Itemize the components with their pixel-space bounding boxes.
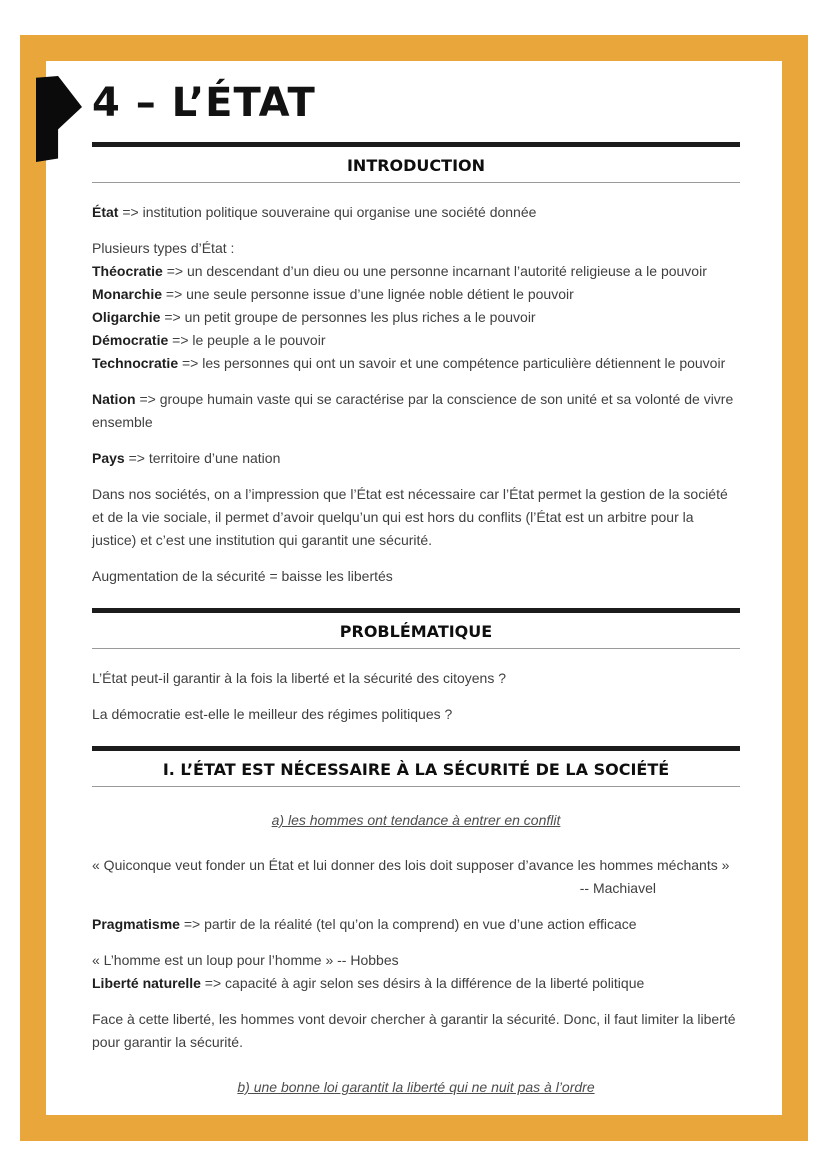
divider-thick [92,746,740,751]
definition-pays [92,447,740,470]
definition-pragmatisme [92,913,740,936]
term-nation: Nation [92,391,136,407]
quote-machiavel-attribution: -- Machiavel [579,880,656,896]
term-theocratie: Théocratie [92,263,163,279]
paragraph-society: Dans nos sociétés, on a l’impression que l’État est nécessaire car l’État permet la gestion de la société et de la vie sociale, il permet d’avoir quelqu’un qui est hors du conflits (l’État est un arbitre pour la justice) et c’est une institution qui garantit une sécurité. [92,486,728,548]
definition-liberte-naturelle-text: => capacité à agir selon ses désirs à la différence de la liberté politique [200,975,645,991]
definition-pragmatisme-text: => partir de la réalité (tel qu’on la comprend) en vue d’une action efficace [179,916,637,932]
quote-machiavel-block [92,854,740,900]
term-liberte-naturelle: Liberté naturelle [92,975,201,991]
type-democratie [92,329,740,352]
question-democratie: La démocratie est-elle le meilleur des régimes politiques ? [92,706,453,722]
divider-thin [92,786,740,787]
paragraph-face-liberte: Face à cette liberté, les hommes vont devoir chercher à garantir la sécurité. Donc, il faut limiter la liberté pour garantir la sécurité. [92,1011,736,1050]
section-part1-header [92,746,740,787]
section-heading-introduction: INTRODUCTION [346,156,486,175]
quote-hobbes-block [92,949,740,995]
section-problematique-header [92,608,740,649]
term-monarchie: Monarchie [92,286,163,302]
subsection-a-heading: a) les hommes ont tendance à entrer en conflit [271,812,561,828]
term-pays: Pays [92,450,125,466]
part1-body [92,809,740,1099]
types-of-state-block [92,237,740,375]
definition-etat-text: => institution politique souveraine qui organise une société donnée [118,204,537,220]
page-title: 4 – L’ÉTAT [92,80,316,126]
type-technocratie-text: => les personnes qui ont un savoir et une compétence particulière détiennent le pouvoir [178,355,726,371]
term-technocratie: Technocratie [92,355,179,371]
term-pragmatisme: Pragmatisme [92,916,180,932]
document-content [92,78,740,1121]
type-oligarchie [92,306,740,329]
type-monarchie-text: => une seule personne issue d’une lignée noble détient le pouvoir [162,286,574,302]
definition-nation-text: => groupe humain vaste qui se caractérise par la conscience de son unité et sa volonté de vivre ensemble [92,391,734,430]
paragraph-security: Augmentation de la sécurité = baisse les libertés [92,568,393,584]
subsection-b-heading: b) une bonne loi garantit la liberté qui ne nuit pas à l’ordre [237,1079,595,1095]
question-liberte-securite: L’État peut-il garantir à la fois la liberté et la sécurité des citoyens ? [92,670,506,686]
type-theocratie-text: => un descendant d’un dieu ou une personne incarnant l’autorité religieuse a le pouvoir [162,263,707,279]
section-introduction-header [92,142,740,183]
divider-thick [92,608,740,613]
term-etat: État [92,204,119,220]
quote-hobbes: « L’homme est un loup pour l’homme » -- Hobbes [92,952,399,968]
introduction-body [92,201,740,588]
type-oligarchie-text: => un petit groupe de personnes les plus riches a le pouvoir [160,309,536,325]
definition-pays-text: => territoire d’une nation [124,450,281,466]
type-theocratie [92,260,740,283]
definition-nation [92,388,740,434]
problematique-body [92,667,740,726]
type-monarchie [92,283,740,306]
divider-thin [92,182,740,183]
types-intro-line: Plusieurs types d’État : [92,240,235,256]
divider-thin [92,648,740,649]
section-heading-part1: I. L’ÉTAT EST NÉCESSAIRE À LA SÉCURITÉ DE LA SOCIÉTÉ [162,760,670,779]
type-technocratie [92,352,740,375]
section-heading-problematique: PROBLÉMATIQUE [339,622,493,641]
definition-etat [92,201,740,224]
type-democratie-text: => le peuple a le pouvoir [168,332,326,348]
divider-thick [92,142,740,147]
quote-machiavel: « Quiconque veut fonder un État et lui donner des lois doit supposer d’avance les hommes méchants » [92,857,730,873]
definition-liberte-naturelle [92,972,740,995]
term-oligarchie: Oligarchie [92,309,161,325]
term-democratie: Démocratie [92,332,169,348]
